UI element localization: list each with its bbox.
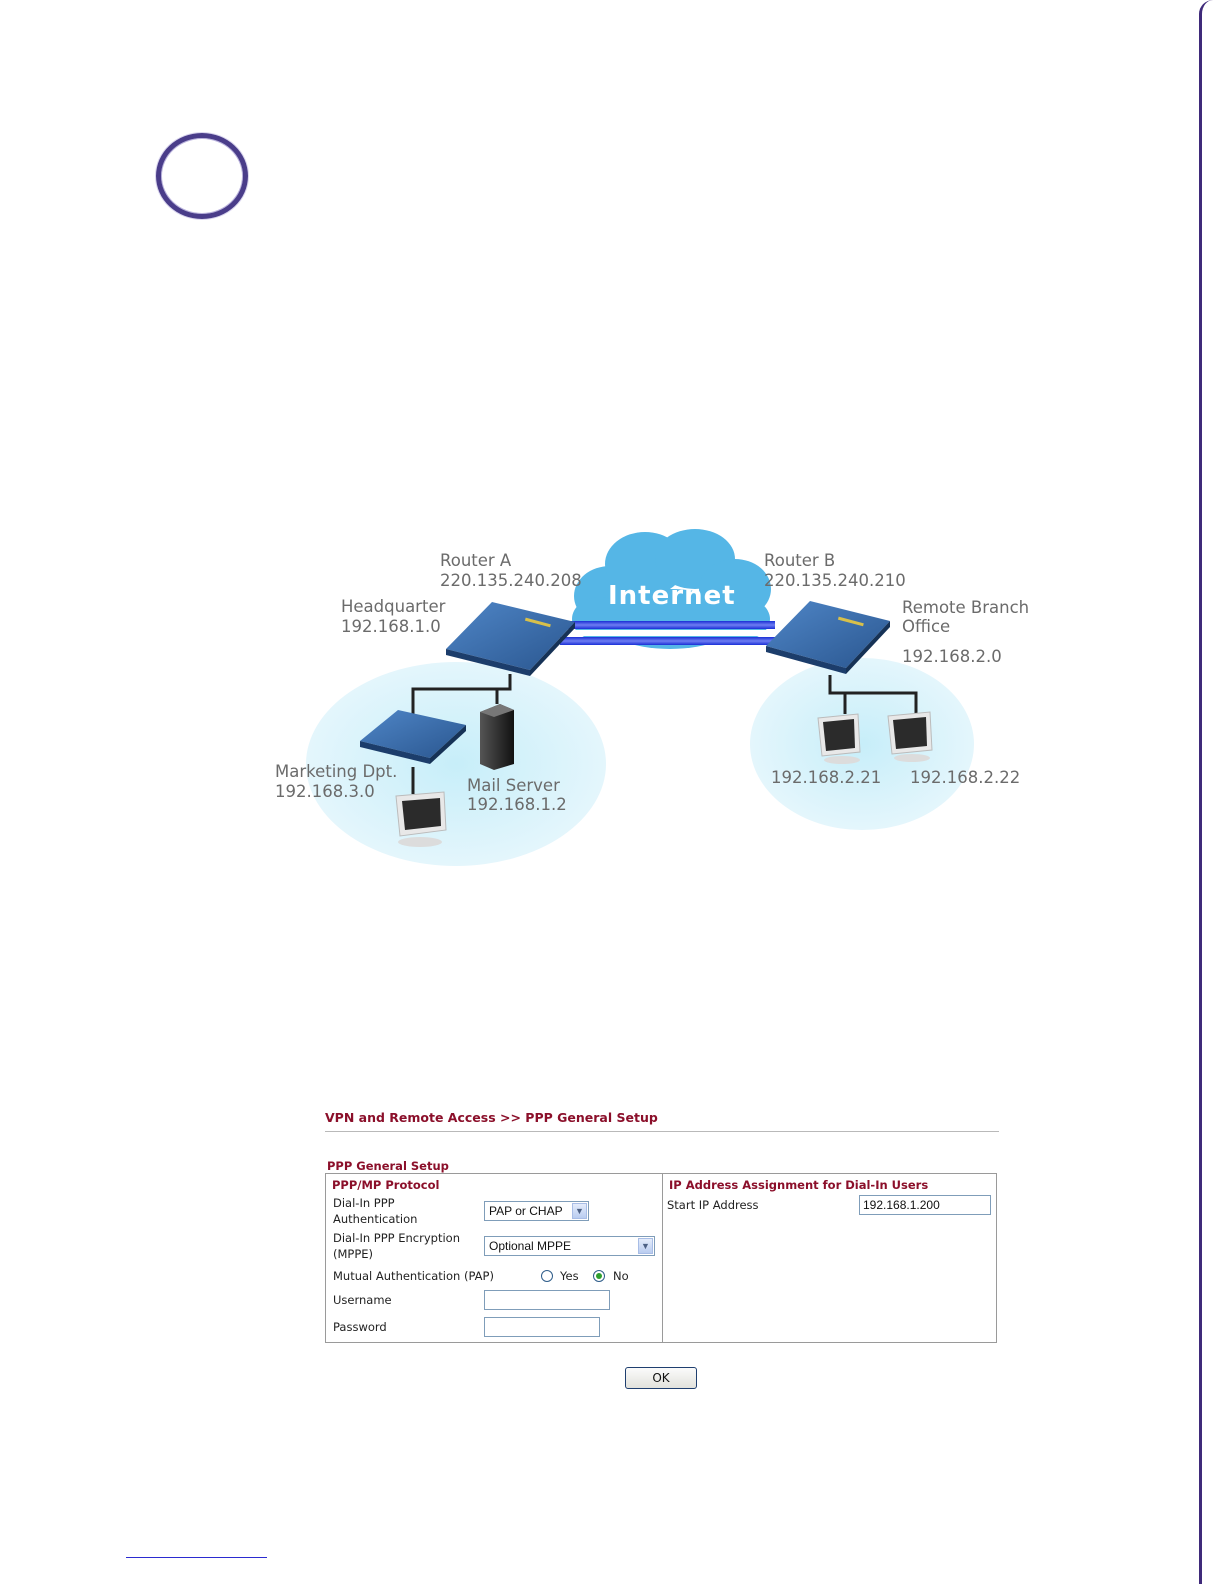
start-ip-label: Start IP Address — [667, 1198, 759, 1212]
ppp-mp-column — [326, 1174, 663, 1342]
network-diagram — [270, 524, 1040, 874]
remote-lan-bubble — [750, 658, 974, 830]
section-title: PPP General Setup — [327, 1159, 449, 1173]
router-a-name: Router A — [440, 551, 512, 570]
router-a-ip: 220.135.240.208 — [440, 571, 582, 590]
mail-server-name: Mail Server — [467, 776, 560, 795]
remote-name-line2: Office — [902, 617, 951, 636]
remote-name-line1: Remote Branch — [902, 598, 1030, 617]
internet-label: Internet — [608, 581, 736, 611]
marketing-name: Marketing Dpt. — [275, 762, 398, 781]
router-b-name: Router B — [764, 551, 836, 570]
ppp-setup-panel — [325, 1108, 999, 1385]
enc-label-2: (MPPE) — [333, 1247, 374, 1261]
mutual-auth-label: Mutual Authentication (PAP) — [333, 1269, 494, 1283]
mutual-yes-radio[interactable] — [541, 1270, 553, 1282]
ppp-mp-heading: PPP/MP Protocol — [332, 1178, 440, 1192]
ip-assignment-column — [663, 1174, 996, 1342]
password-label: Password — [333, 1320, 387, 1334]
username-input[interactable] — [484, 1290, 610, 1310]
settings-box — [325, 1173, 997, 1343]
pc2-ip: 192.168.2.22 — [910, 768, 1021, 787]
footer-rule — [126, 1557, 267, 1558]
auth-label-1: Dial-In PPP — [333, 1196, 395, 1210]
auth-select-value: PAP or CHAP — [489, 1204, 563, 1218]
chevron-down-icon[interactable]: ▼ — [572, 1203, 587, 1219]
mutual-no-label: No — [613, 1269, 629, 1283]
enc-label-1: Dial-In PPP Encryption — [333, 1231, 460, 1245]
ok-button[interactable]: OK — [625, 1367, 697, 1389]
hq-subnet: 192.168.1.0 — [341, 617, 441, 636]
ip-assignment-heading: IP Address Assignment for Dial-In Users — [669, 1178, 929, 1192]
hq-name: Headquarter — [341, 597, 446, 616]
encryption-select-value: Optional MPPE — [489, 1239, 572, 1253]
pc1-ip: 192.168.2.21 — [771, 768, 882, 787]
mail-server-icon — [480, 704, 514, 770]
marketing-subnet: 192.168.3.0 — [275, 782, 375, 801]
breadcrumb: VPN and Remote Access >> PPP General Setup — [325, 1110, 658, 1125]
auth-select[interactable] — [484, 1201, 589, 1221]
password-input[interactable] — [484, 1317, 600, 1337]
mutual-no-radio[interactable] — [593, 1270, 605, 1282]
breadcrumb-divider — [325, 1131, 999, 1132]
mutual-yes-label: Yes — [560, 1269, 579, 1283]
username-label: Username — [333, 1293, 392, 1307]
encryption-select[interactable] — [484, 1236, 655, 1256]
vpn-tunnel — [560, 621, 775, 645]
router-b-ip: 220.135.240.210 — [764, 571, 906, 590]
mail-server-ip: 192.168.1.2 — [467, 795, 567, 814]
remote-subnet: 192.168.2.0 — [902, 647, 1002, 666]
page-edge-tab — [1199, 0, 1213, 1584]
auth-label-2: Authentication — [333, 1212, 418, 1226]
chapter-ring-icon — [156, 133, 248, 219]
chevron-down-icon[interactable]: ▼ — [638, 1238, 653, 1254]
start-ip-input[interactable]: 192.168.1.200 — [859, 1195, 991, 1215]
